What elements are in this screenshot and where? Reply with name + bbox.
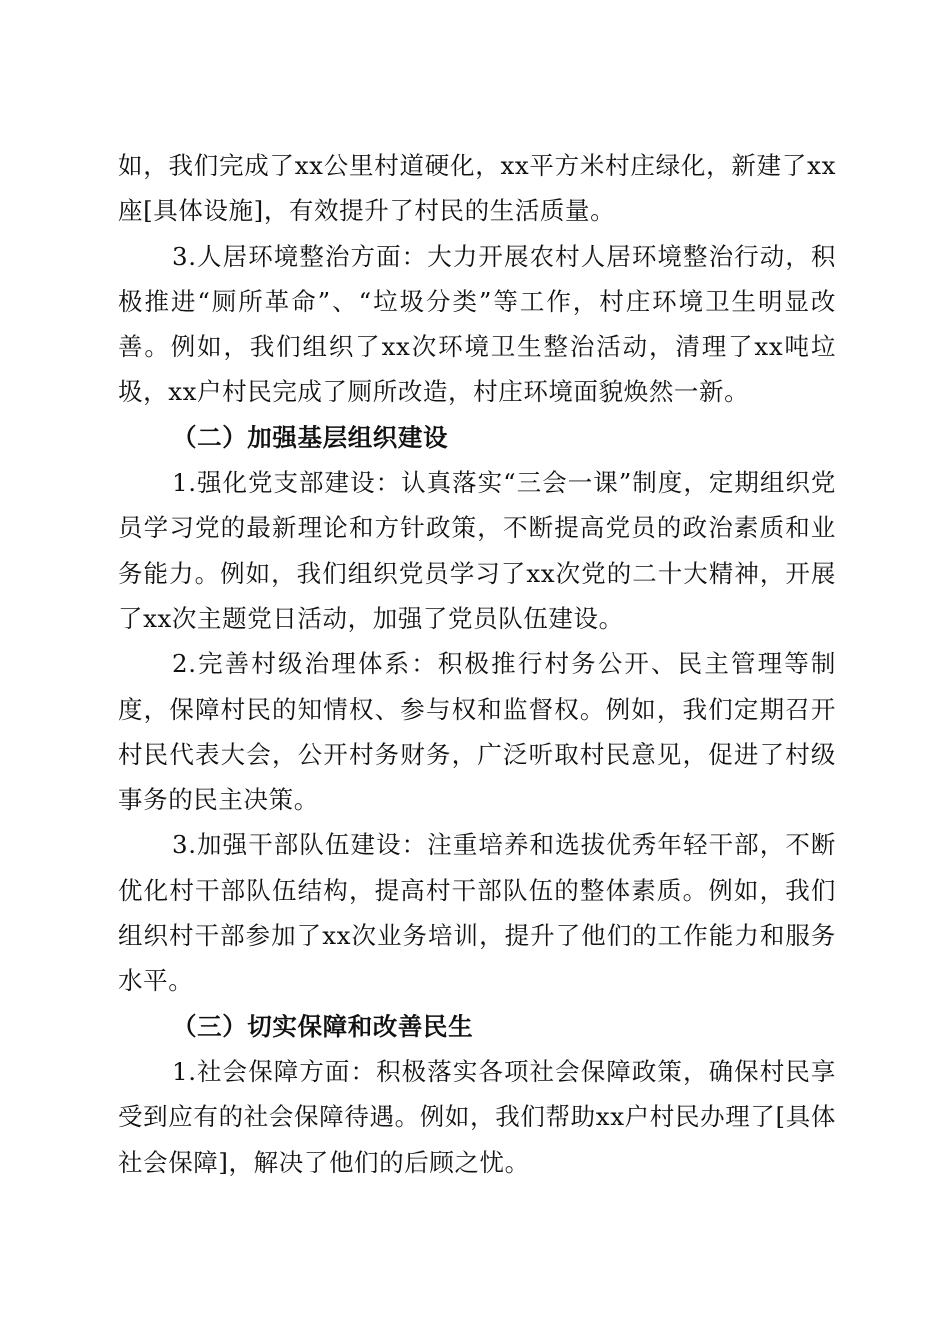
paragraph-party-branch: 1.强化党支部建设：认真落实“三会一课”制度，定期组织党员学习党的最新理论和方针政策，不断提高党员的政治素质和业务能力。例如，我们组织党员学习了xx次党的二十大精神，开展了xx次主题党日活动，加强了党员队伍建设。 <box>118 468 836 633</box>
paragraph-social-security: 1.社会保障方面：积极落实各项社会保障政策，确保村民享受到应有的社会保障待遇。例如，我们帮助xx户村民办理了[具体社会保障]，解决了他们的后顾之忧。 <box>118 1056 836 1177</box>
paragraph-village-governance: 2.完善村级治理体系：积极推行村务公开、民主管理等制度，保障村民的知情权、参与权和监督权。例如，我们定期召开村民代表大会，公开村务财务，广泛听取村民意见，促进了村级事务的民主决策。 <box>118 649 836 815</box>
paragraph-cadre-team: 3.加强干部队伍建设：注重培养和选拔优秀年轻干部，不断优化村干部队伍结构，提高村干部队伍的整体素质。例如，我们组织村干部参加了xx次业务培训，提升了他们的工作能力和服务水平。 <box>118 830 836 996</box>
paragraph-infrastructure-continued: 如，我们完成了xx公里村道硬化，xx平方米村庄绿化，新建了xx座[具体设施]，有效提升了村民的生活质量。 <box>118 151 836 226</box>
paragraph-living-environment: 3.人居环境整治方面：大力开展农村人居环境整治行动，积极推进“厕所革命”、“垃圾分类”等工作，村庄环境卫生明显改善。例如，我们组织了xx次环境卫生整治活动，清理了xx吨垃圾，xx户村民完成了厕所改造，村庄环境面貌焕然一新。 <box>118 241 836 407</box>
document-body <box>118 143 836 1185</box>
section-heading-grassroots: （二）加强基层组织建设 <box>172 422 449 452</box>
section-heading-livelihood: （三）切实保障和改善民生 <box>172 1011 474 1041</box>
